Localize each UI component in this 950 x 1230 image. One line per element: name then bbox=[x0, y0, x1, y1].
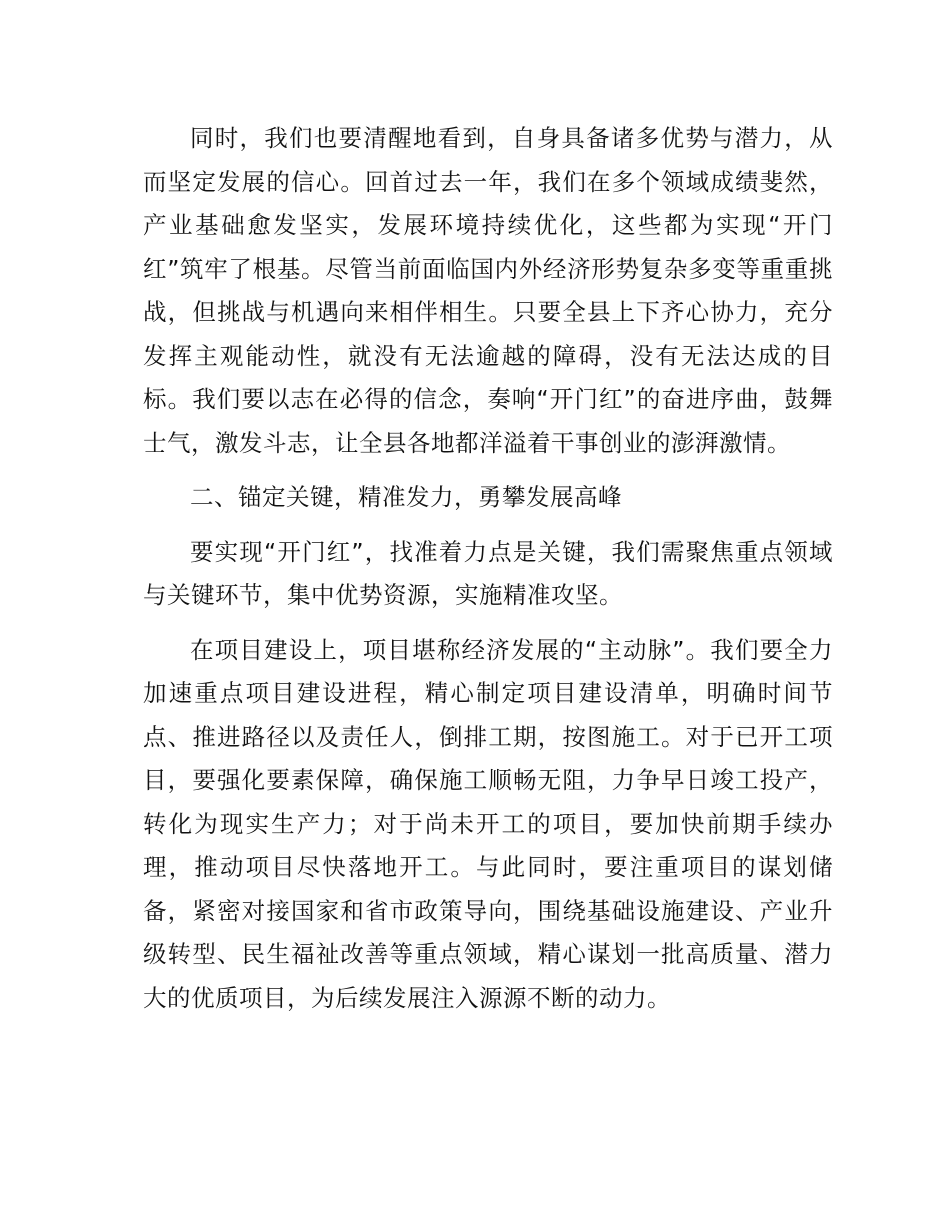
document-body bbox=[143, 117, 833, 1031]
paragraph-focus: 要实现“开门红”，找准着力点是关键，我们需聚焦重点领域与关键环节，集中优势资源，实施精准攻坚。 bbox=[143, 537, 833, 609]
paragraph-project-construction: 在项目建设上，项目堪称经济发展的“主动脉”。我们要全力加速重点项目建设进程，精心制定项目建设清单，明确时间节点、推进路径以及责任人，倒排工期，按图施工。对于已开工项目，要强化要素保障，确保施工顺畅无阻，力争早日竣工投产，转化为现实生产力；对于尚未开工的项目，要加快前期手续办理，推动项目尽快落地开工。与此同时，要注重项目的谋划储备，紧密对接国家和省市政策导向，围绕基础设施建设、产业升级转型、民生福祉改善等重点领域，精心谋划一批高质量、潜力大的优质项目，为后续发展注入源源不断的动力。 bbox=[143, 635, 833, 1012]
paragraph-confidence: 同时，我们也要清醒地看到，自身具备诸多优势与潜力，从而坚定发展的信心。回首过去一年，我们在多个领域成绩斐然，产业基础愈发坚实，发展环境持续优化，这些都为实现“开门红”筑牢了根基。尽管当前面临国内外经济形势复杂多变等重重挑战，但挑战与机遇向来相伴相生。只要全县上下齐心协力，充分发挥主观能动性，就没有无法逾越的障碍，没有无法达成的目标。我们要以志在必得的信念，奏响“开门红”的奋进序曲，鼓舞士气，激发斗志，让全县各地都洋溢着干事创业的澎湃激情。 bbox=[143, 124, 833, 457]
section-heading: 二、锚定关键，精准发力，勇攀发展高峰 bbox=[190, 483, 622, 511]
